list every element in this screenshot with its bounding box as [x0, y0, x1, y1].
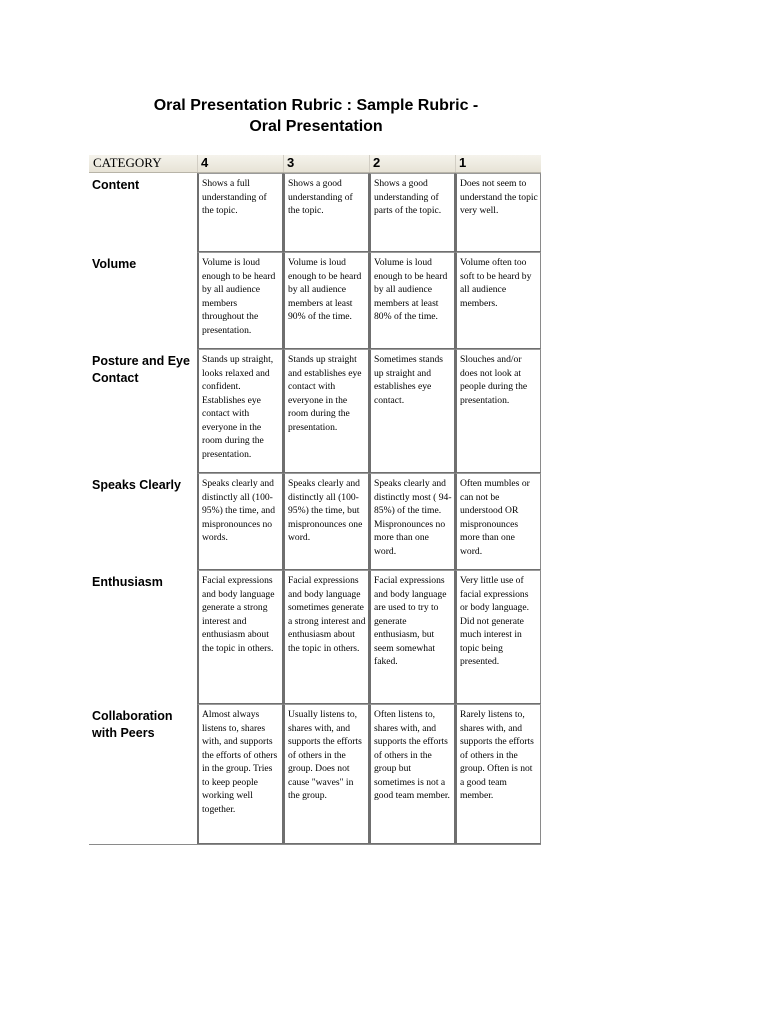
row-label: Volume [92, 257, 137, 271]
table-cell: Volume is loud enough to be heard by all audience members throughout the presentation. [197, 252, 283, 349]
table-cell: Volume is loud enough to be heard by all audience members at least 80% of the time. [369, 252, 455, 349]
table-cell: Speaks clearly and distinctly all (100-95%) the time, and mispronounces no words. [197, 473, 283, 570]
table-cell: Volume is loud enough to be heard by all audience members at least 90% of the time. [283, 252, 369, 349]
header-score-1: 1 [455, 155, 541, 172]
table-row-volume [89, 252, 541, 349]
table-cell: Speaks clearly and distinctly all (100-95%) the time, but mispronounces one word. [283, 473, 369, 570]
table-row-content [89, 173, 541, 252]
table-cell: Does not seem to understand the topic very well. [455, 173, 541, 252]
table-cell: Shows a full understanding of the topic. [197, 173, 283, 252]
table-cell: Slouches and/or does not look at people during the presentation. [455, 349, 541, 473]
table-cell: Facial expressions and body language are used to try to generate enthusiasm, but seem somewhat faked. [369, 570, 455, 704]
table-cell: Shows a good understanding of parts of the topic. [369, 173, 455, 252]
table-bottom-border [89, 844, 541, 845]
header-score-2: 2 [369, 155, 455, 172]
row-label: Collaboration with Peers [92, 709, 173, 740]
table-header-row [89, 155, 541, 173]
table-cell: Rarely listens to, shares with, and supports the efforts of others in the group. Often is not a good team member. [455, 704, 541, 844]
table-row-collaboration [89, 704, 541, 844]
rubric-table [89, 155, 541, 845]
table-cell: Often listens to, shares with, and supports the efforts of others in the group but sometimes is not a good team member. [369, 704, 455, 844]
table-cell: Stands up straight, looks relaxed and confident. Establishes eye contact with everyone in the room during the presentation. [197, 349, 283, 473]
table-row-enthusiasm [89, 570, 541, 704]
table-cell: Often mumbles or can not be understood OR mispronounces more than one word. [455, 473, 541, 570]
table-cell: Stands up straight and establishes eye contact with everyone in the room during the presentation. [283, 349, 369, 473]
title-line-1: Oral Presentation Rubric : Sample Rubric - [153, 97, 479, 114]
table-cell: Facial expressions and body language generate a strong interest and enthusiasm about the topic in others. [197, 570, 283, 704]
table-cell: Sometimes stands up straight and establishes eye contact. [369, 349, 455, 473]
table-cell: Facial expressions and body language sometimes generate a strong interest and enthusiasm about the topic in others. [283, 570, 369, 704]
row-label: Posture and Eye Contact [92, 354, 190, 385]
table-row-posture [89, 349, 541, 473]
table-cell: Usually listens to, shares with, and supports the efforts of others in the group. Does not cause "waves" in the group. [283, 704, 369, 844]
row-label: Speaks Clearly [92, 478, 181, 492]
table-cell: Shows a good understanding of the topic. [283, 173, 369, 252]
table-cell: Volume often too soft to be heard by all audience members. [455, 252, 541, 349]
table-cell: Almost always listens to, shares with, and supports the efforts of others in the group. Tries to keep people working well together. [197, 704, 283, 844]
header-score-4: 4 [197, 155, 283, 172]
table-cell: Very little use of facial expressions or body language. Did not generate much interest in topic being presented. [455, 570, 541, 704]
header-category: CATEGORY [93, 155, 162, 170]
row-label: Content [92, 178, 140, 192]
page-title [90, 95, 542, 137]
header-score-3: 3 [283, 155, 369, 172]
title-line-2: Oral Presentation [249, 118, 383, 135]
table-row-speaks-clearly [89, 473, 541, 570]
row-label: Enthusiasm [92, 575, 163, 589]
table-cell: Speaks clearly and distinctly most ( 94-85%) of the time. Mispronounces no more than one word. [369, 473, 455, 570]
